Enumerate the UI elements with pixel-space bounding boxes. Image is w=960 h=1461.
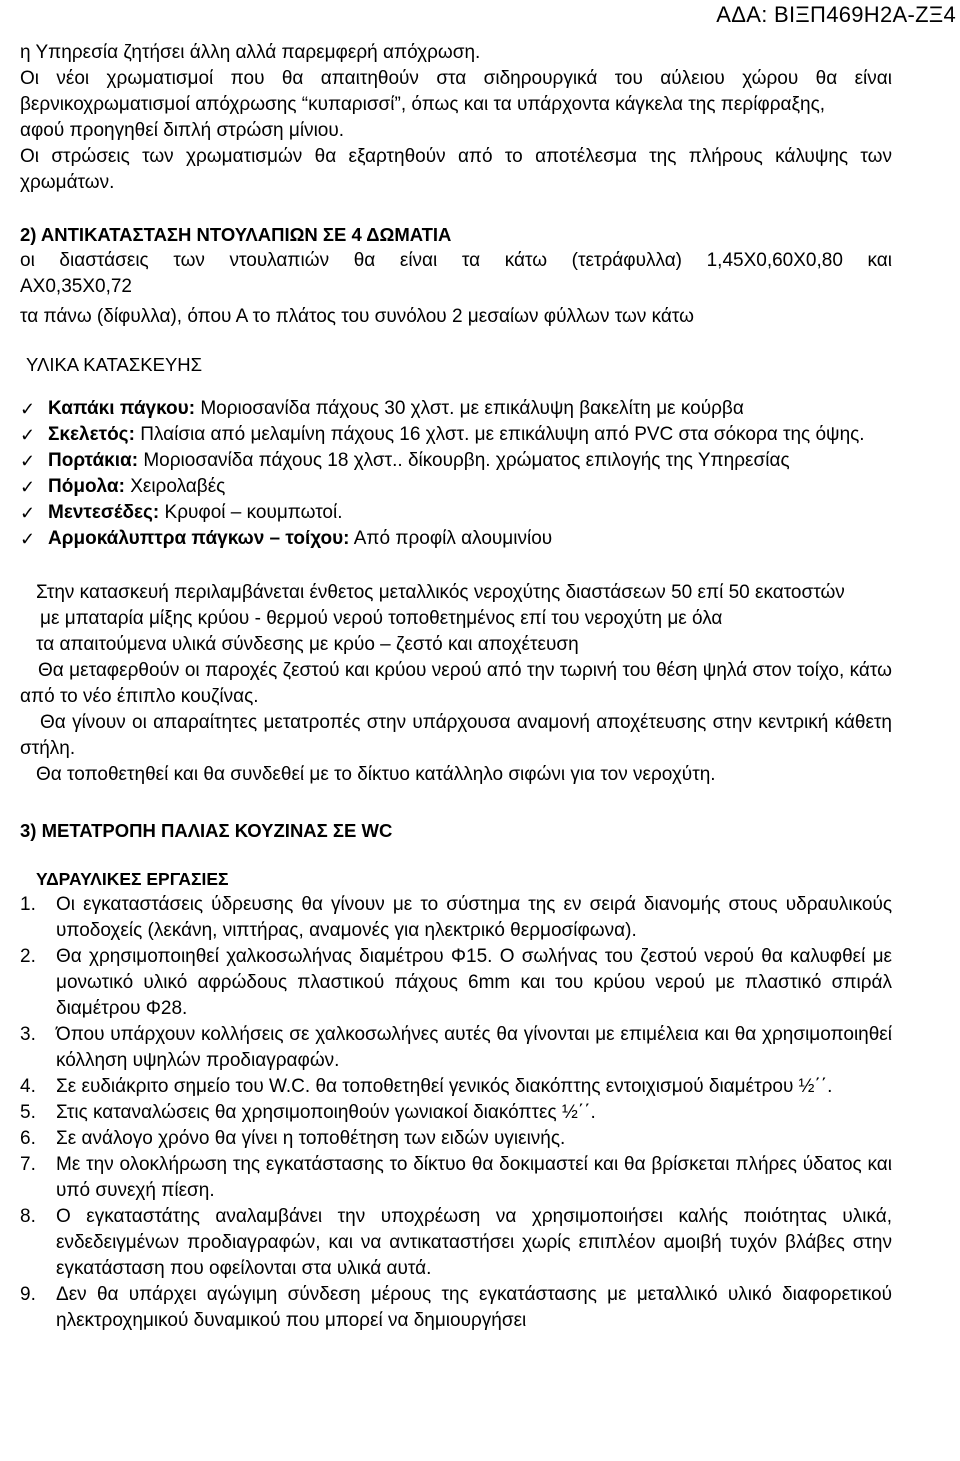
checkmark-icon: ✓: [20, 503, 36, 523]
plumbing-item: [20, 1152, 892, 1204]
item-text: Με την ολοκλήρωση της εγκατάστασης το δίκτυο θα δοκιμαστεί και θα βρίσκεται πλήρες ύδατος και υπό συνεχή πίεση.: [56, 1154, 892, 1201]
checkmark-icon: ✓: [20, 529, 36, 549]
item-number: 4.: [20, 1076, 36, 1097]
material-item: [20, 526, 892, 552]
item-text: Σε ευδιάκριτο σημείο του W.C. θα τοποθετηθεί γενικός διακόπτης εντοιχισμού διαμέτρου ½΄΄.: [56, 1076, 833, 1097]
item-text: Θα χρησιμοποιηθεί χαλκοσωλήνας διαμέτρου Φ15. Ο σωλήνας του ζεστού νερού θα καλυφθεί με μονωτικό υλικό αφρώδους πλαστικού πάχους 6mm και του κρύου νερού με πλαστικό σπιράλ διαμέτρου Φ28.: [56, 946, 892, 1019]
installation-paragraph: με μπαταρία μίξης κρύου - θερμού νερού τοποθετημένος επί του νεροχύτη με όλα: [40, 608, 723, 629]
plumbing-item: [20, 1100, 892, 1126]
checkmark-icon: ✓: [20, 399, 36, 419]
section-2-line: ΑΧ0,35Χ0,72: [20, 276, 132, 297]
material-text: Μοριοσανίδα πάχους 18 χλστ.. δίκουρβη. χρώματος επιλογής της Υπηρεσίας: [143, 450, 790, 471]
item-text: Όπου υπάρχουν κολλήσεις σε χαλκοσωλήνες αυτές θα γίνονται με επιμέλεια και θα χρησιμοποιηθεί κόλληση υψηλών προδιαγραφών.: [56, 1024, 892, 1071]
intro-line: Οι στρώσεις των χρωματισμών θα εξαρτηθούν από το αποτέλεσμα της πλήρους κάλυψης των χρωμάτων.: [20, 146, 892, 193]
plumbing-item: [20, 944, 892, 1022]
installation-paragraph: Θα γίνουν οι απαραίτητες μετατροπές στην υπάρχουσα αναμονή αποχέτευσης στην κεντρική κάθετη στήλη.: [20, 712, 892, 759]
plumbing-item: [20, 1282, 892, 1334]
plumbing-item: [20, 892, 892, 944]
material-item: [20, 422, 892, 448]
installation-paragraph: Θα μεταφερθούν οι παροχές ζεστού και κρύου νερού από την τωρινή του θέση ψηλά στον τοίχο, κάτω από το νέο έπιπλο κουζίνας.: [20, 660, 892, 707]
intro-line: Οι νέοι χρωματισμοί που θα απαιτηθούν στα σιδηρουργικά του αύλειου χώρου θα είναι βερνικοχρωματισμοί απόχρωσης “κυπαρισσί”, όπως και τα υπάρχοντα κάγκελα της περίφραξης,: [20, 68, 892, 115]
item-text: Σε ανάλογο χρόνο θα γίνει η τοποθέτηση των ειδών υγιεινής.: [56, 1128, 566, 1149]
item-text: Στις καταναλώσεις θα χρησιμοποιηθούν γωνιακοί διακόπτες ½΄΄.: [56, 1102, 596, 1123]
item-text: Οι εγκαταστάσεις ύδρευσης θα γίνουν με το σύστημα της εν σειρά διανομής στους υδραυλικούς υποδοχείς (λεκάνη, νιπτήρας, αναμονές για ηλεκτρικό θερμοσίφωνα).: [56, 894, 892, 941]
item-number: 2.: [20, 946, 36, 967]
document-code: ΑΔΑ: ΒΙΞΠ469Η2Α-ΖΞ4: [716, 2, 956, 27]
checkmark-icon: ✓: [20, 477, 36, 497]
installation-paragraph: Θα τοποθετηθεί και θα συνδεθεί με το δίκτυο κατάλληλο σιφώνι για τον νεροχύτη.: [36, 764, 716, 785]
material-text: Πλαίσια από μελαμίνη πάχους 16 χλστ. με επικάλυψη από PVC στα σόκορα της όψης.: [140, 424, 865, 445]
plumbing-item: [20, 1204, 892, 1282]
checkmark-icon: ✓: [20, 451, 36, 471]
material-text: Χειρολαβές: [130, 476, 226, 497]
plumbing-item: [20, 1126, 892, 1152]
item-text: Δεν θα υπάρχει αγώγιμη σύνδεση μέρους της εγκατάστασης με μεταλλικό υλικό διαφορετικού ηλεκτροχημικού δυναμικού που μπορεί να δημιουργήσει: [56, 1284, 892, 1331]
section-3-heading: 3) ΜΕΤΑΤΡΟΠΗ ΠΑΛΙΑΣ ΚΟΥΖΙΝΑΣ ΣΕ WC: [20, 820, 393, 841]
item-number: 9.: [20, 1284, 36, 1305]
material-item: [20, 474, 892, 500]
material-text: Από προφίλ αλουμινίου: [353, 528, 553, 549]
intro-line: η Υπηρεσία ζητήσει άλλη αλλά παρεμφερή απόχρωση.: [20, 42, 481, 63]
section-2-line: τα πάνω (δίφυλλα), όπου Α το πλάτος του συνόλου 2 μεσαίων φύλλων των κάτω: [20, 306, 694, 327]
material-item: [20, 396, 892, 422]
document-body: [20, 40, 892, 1334]
item-number: 7.: [20, 1154, 36, 1175]
installation-paragraph: τα απαιτούμενα υλικά σύνδεσης με κρύο – ζεστό και αποχέτευση: [36, 634, 579, 655]
plumbing-item: [20, 1074, 892, 1100]
item-number: 5.: [20, 1102, 36, 1123]
material-label: Αρμοκάλυπτρα πάγκων – τοίχου:: [48, 528, 350, 549]
material-text: Μοριοσανίδα πάχους 30 χλστ. με επικάλυψη βακελίτη με κούρβα: [200, 398, 744, 419]
item-number: 1.: [20, 894, 36, 915]
plumbing-item: [20, 1022, 892, 1074]
intro-block: [20, 40, 892, 196]
plumbing-list: [20, 892, 892, 1334]
item-number: 6.: [20, 1128, 36, 1149]
section-3-subheading: ΥΔΡΑΥΛΙΚΕΣ ΕΡΓΑΣΙΕΣ: [36, 869, 229, 889]
material-label: Σκελετός:: [48, 424, 135, 445]
material-label: Μεντεσέδες:: [48, 502, 160, 523]
material-item: [20, 500, 892, 526]
material-label: Πορτάκια:: [48, 450, 139, 471]
installation-paragraphs: [20, 580, 892, 788]
item-text: Ο εγκαταστάτης αναλαμβάνει την υποχρέωση να χρησιμοποιήσει καλής ποιότητας υλικά, ενδεδειγμένων προδιαγραφών, και να αντικαταστήσει χωρίς επιπλέον αμοιβή τυχόν βλάβες στην εγκατάσταση που οφείλονται στα υλικά αυτά.: [56, 1206, 892, 1279]
section-2-line: οι διαστάσεις των ντουλαπιών θα είναι τα κάτω (τετράφυλλα) 1,45Χ0,60Χ0,80 και: [20, 250, 892, 271]
item-number: 8.: [20, 1206, 36, 1227]
material-item: [20, 448, 892, 474]
materials-heading: ΥΛΙΚΑ ΚΑΤΑΣΚΕΥΗΣ: [26, 354, 203, 375]
intro-line: αφού προηγηθεί διπλή στρώση μίνιου.: [20, 120, 345, 141]
item-number: 3.: [20, 1024, 36, 1045]
material-label: Πόμολα:: [48, 476, 125, 497]
material-text: Κρυφοί – κουμπωτοί.: [164, 502, 343, 523]
material-label: Καπάκι πάγκου:: [48, 398, 196, 419]
section-2-heading: 2) ΑΝΤΙΚΑΤΑΣΤΑΣΗ ΝΤΟΥΛΑΠΙΩΝ ΣΕ 4 ΔΩΜΑΤΙΑ: [20, 224, 452, 245]
materials-list: [20, 396, 892, 552]
installation-paragraph: Στην κατασκευή περιλαμβάνεται ένθετος μεταλλικός νεροχύτης διαστάσεων 50 επί 50 εκατοστών: [36, 582, 845, 603]
checkmark-icon: ✓: [20, 425, 36, 445]
